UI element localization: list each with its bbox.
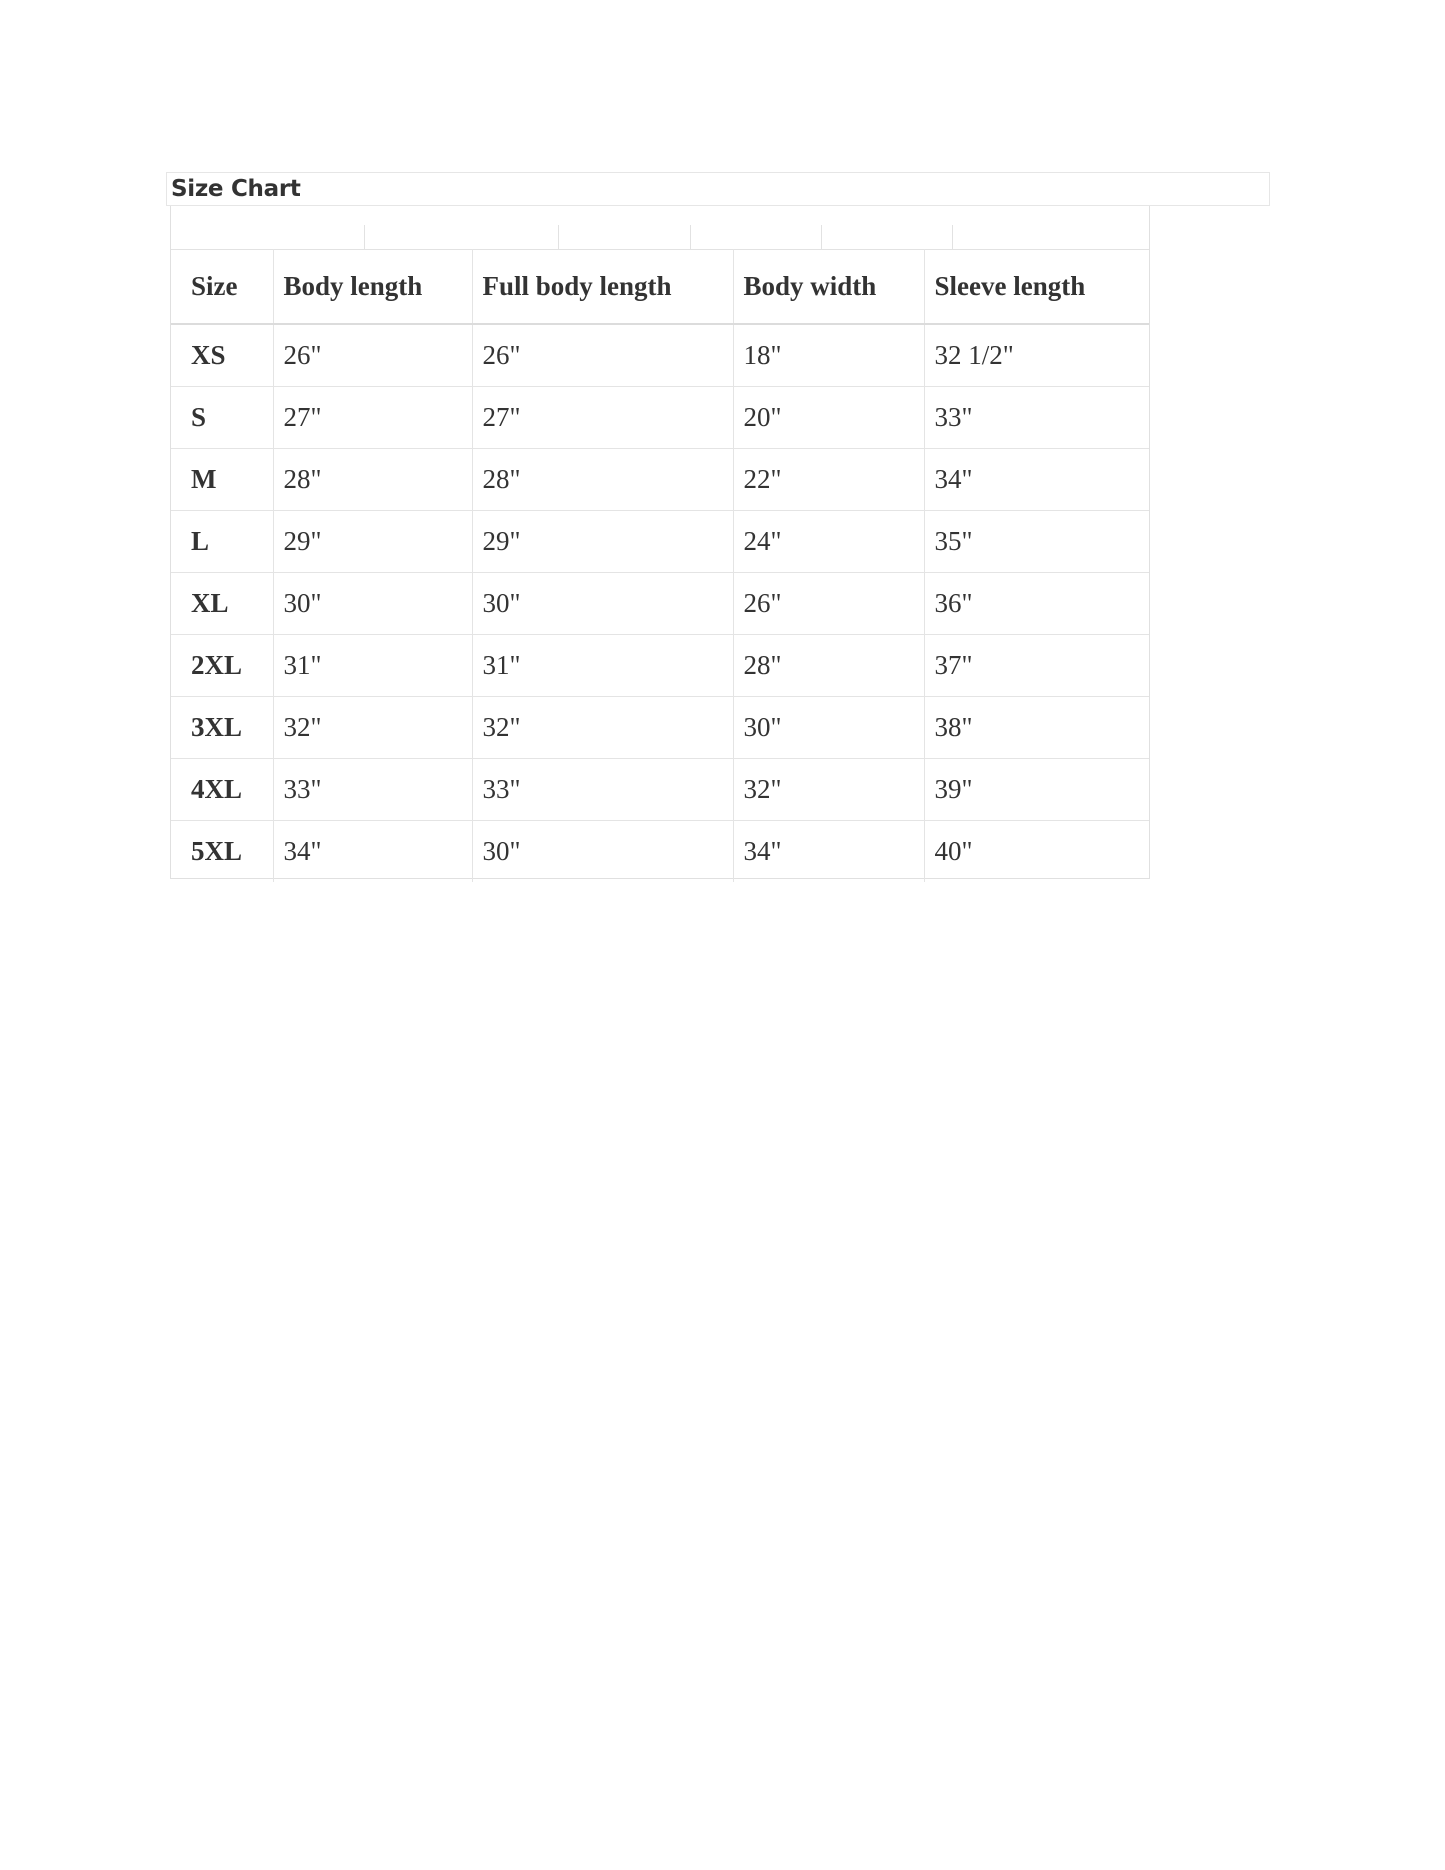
sleeve-length-cell: 38": [924, 697, 1149, 759]
spacer-row: [171, 206, 1149, 250]
sleeve-length-cell: 36": [924, 573, 1149, 635]
full-body-length-cell: 30": [472, 573, 733, 635]
full-body-length-cell: 30": [472, 821, 733, 883]
body-width-cell: 30": [733, 697, 924, 759]
table-row: [171, 511, 1149, 573]
size-cell: XS: [171, 324, 273, 387]
body-length-cell: 32": [273, 697, 472, 759]
spacer-divider: [364, 225, 365, 249]
sleeve-length-cell: 33": [924, 387, 1149, 449]
size-cell: 3XL: [171, 697, 273, 759]
spacer-divider: [558, 225, 559, 249]
size-table: [171, 249, 1149, 882]
full-body-length-cell: 27": [472, 387, 733, 449]
table-header-row: [171, 249, 1149, 324]
body-length-cell: 33": [273, 759, 472, 821]
body-width-cell: 34": [733, 821, 924, 883]
spacer-divider: [952, 225, 953, 249]
body-length-cell: 34": [273, 821, 472, 883]
sleeve-length-cell: 37": [924, 635, 1149, 697]
size-cell: M: [171, 449, 273, 511]
full-body-length-cell: 28": [472, 449, 733, 511]
body-width-cell: 22": [733, 449, 924, 511]
body-length-cell: 28": [273, 449, 472, 511]
body-length-cell: 27": [273, 387, 472, 449]
body-length-cell: 26": [273, 324, 472, 387]
spacer-divider: [821, 225, 822, 249]
size-cell: 4XL: [171, 759, 273, 821]
table-row: [171, 449, 1149, 511]
table-row: [171, 697, 1149, 759]
column-header-body-width: Body width: [733, 249, 924, 324]
spacer-divider: [690, 225, 691, 249]
table-row: [171, 821, 1149, 883]
column-header-sleeve-length: Sleeve length: [924, 249, 1149, 324]
full-body-length-cell: 33": [472, 759, 733, 821]
table-row: [171, 387, 1149, 449]
table-row: [171, 573, 1149, 635]
size-cell: L: [171, 511, 273, 573]
body-width-cell: 18": [733, 324, 924, 387]
body-width-cell: 24": [733, 511, 924, 573]
full-body-length-cell: 31": [472, 635, 733, 697]
body-width-cell: 20": [733, 387, 924, 449]
size-cell: S: [171, 387, 273, 449]
full-body-length-cell: 26": [472, 324, 733, 387]
column-header-size: Size: [171, 249, 273, 324]
size-cell: 5XL: [171, 821, 273, 883]
page-title: Size Chart: [171, 176, 301, 202]
sleeve-length-cell: 35": [924, 511, 1149, 573]
column-header-full-body-length: Full body length: [472, 249, 733, 324]
body-width-cell: 26": [733, 573, 924, 635]
sleeve-length-cell: 40": [934, 836, 973, 866]
size-chart-table: [170, 206, 1150, 879]
size-cell: 2XL: [171, 635, 273, 697]
body-width-cell: 32": [733, 759, 924, 821]
full-body-length-cell: 29": [472, 511, 733, 573]
table-row: [171, 635, 1149, 697]
body-width-cell: 28": [733, 635, 924, 697]
table-row: [171, 759, 1149, 821]
title-bar: [166, 172, 1270, 206]
table-row: [171, 324, 1149, 387]
column-header-body-length: Body length: [273, 249, 472, 324]
body-length-cell: 30": [273, 573, 472, 635]
body-length-cell: 29": [273, 511, 472, 573]
size-cell: XL: [171, 573, 273, 635]
body-length-cell: 31": [273, 635, 472, 697]
sleeve-length-cell: 32 1/2": [924, 324, 1149, 387]
sleeve-length-cell: 34": [924, 449, 1149, 511]
full-body-length-cell: 32": [472, 697, 733, 759]
sleeve-length-cell: 39": [924, 759, 1149, 821]
